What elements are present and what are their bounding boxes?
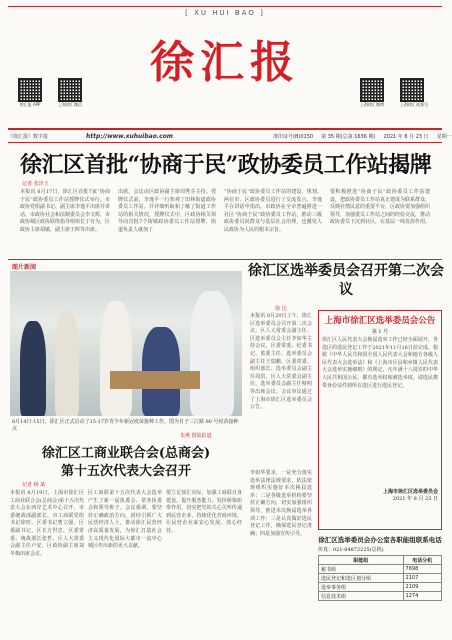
qr-code-icon[interactable] — [400, 78, 424, 102]
lead-headline: 徐汇区首批“协商于民”政协委员工作站揭牌 — [20, 152, 432, 178]
issue-number: 第 35 期(总第 1636 期) — [321, 133, 376, 140]
issue-weekday: 星期一 — [436, 133, 452, 140]
federation-column-2: 区工商联第十五次代表大会选举产生了新一届执委会、常务执委会和领导班子。会议强调，要坚持正确政治方向，团结引领广大民营经济人士，推动徐汇民营经济高质量发展，为徐汇打造社会主义现代化国际大都市一流中心城区作出新的更大贡献。 — [88, 490, 162, 550]
table-row — [319, 583, 442, 592]
qr-code-icon[interactable] — [360, 78, 384, 102]
qr-code-icon[interactable] — [18, 78, 42, 102]
notice-date: 2021 年 8 月 23 日 — [392, 496, 438, 502]
qr-block-left — [18, 78, 82, 108]
table-cell: 信息技术组 — [319, 592, 404, 601]
election-column-2: 李如华要求，一是充分落实选举法律法规要求，依法依规组织实施好本次换届选举；二是各级选举机构要坚持正确方向，切实加强组织领导，推进本次换届选举各项工作；三是认真做好选民登记工作，确保选民登记准确；四是加强宣传引导。 — [250, 470, 312, 537]
contact-fax: 传真：021-64872225(总机) — [318, 547, 384, 553]
qr-label: 上海徐汇视频号 — [400, 102, 428, 107]
news-photo[interactable] — [10, 271, 242, 416]
contact-title: 徐汇区选举委员会办公室各职能组联系电话 — [318, 536, 442, 544]
table-cell: 选民登记和选区划分组 — [319, 574, 404, 583]
table-row — [319, 574, 442, 583]
photo-person — [55, 311, 79, 416]
digital-edition-label: 《徐汇报》数字报 — [8, 133, 49, 140]
notice-signature: 上海市徐汇区选举委员会 — [382, 489, 438, 495]
table-cell: 选举事务组 — [319, 583, 404, 592]
table-row — [319, 565, 442, 574]
table-cell: 秘书组 — [319, 565, 404, 574]
lead-column-3: “协商于民”政协委员工作站的建设、规划、两位市、区政协委员进行了交流发言。李逸平在讲话中指出，市政协在全市普遍推进一社区“协商于民”政协委员工作站，推动三级政协委员同群众与基层社会治理，也激发人民政协为人民的根本宗旨。 — [224, 189, 322, 233]
lead-column-1: 本报讯 8月17日，徐汇区首批7家“协商于民”政协委员工作站授牌仪式举行。市政协党组副书记、副主席李逸平出席并讲话。市政协社会和法制委员会李文辉，市政协城区政协联络指导组组长于有为，区政协主席胡敏，副主席王晖等出席。 — [20, 189, 111, 233]
table-header: 电话分机 — [403, 556, 441, 565]
qr-block-right — [360, 78, 428, 108]
federation-column-1: 本报讯 8月19日，上海市徐汇区工商业联合会(总商会)第十五次代表大会在西岸艺术中心召开。市委统战部副部长、市工商联党组书记徐形，区委书记曹立强，区委副书记、区长方世忠，区委常委、统战部长张哲，区人大常委会副主任卢安，区政协副主席刘冬梅出席会议。 — [10, 490, 84, 557]
federation-byline: 记者 杨 斌 — [22, 482, 46, 488]
table-header-row — [319, 556, 442, 565]
photo-caption: 8月14日-15日，徐汇区正式启动了15-17岁青少年新冠疫苗接种工作。图为日子三江路 80 号疫苗接种点 — [12, 419, 239, 432]
top-rule — [8, 6, 442, 7]
table-row — [319, 592, 442, 601]
contact-table — [318, 555, 442, 601]
issue-permit: 准印证号(B)0150 — [273, 133, 314, 140]
qr-label: 上海徐汇微信 — [58, 102, 82, 107]
table-cell: 2109 — [403, 583, 441, 592]
table-header: 职能组 — [319, 556, 404, 565]
section-divider — [8, 259, 442, 260]
notice-title: 上海市徐汇区选举委员会公告 — [324, 316, 436, 326]
website-link[interactable]: http://www.xuhuibao.com — [86, 132, 174, 140]
lead-byline: 记者 张泽玉 — [22, 181, 49, 187]
masthead-pinyin: [ XU HUI BAO ] — [185, 9, 265, 17]
federation-column-3: 要立足徐汇实际，加强工商联自身建设，提升服务能力。发挥桥梁纽带作用，切实把党的关心关怀传递到民营企业，持续优化营商环境，让民营企业家安心发展、放心经营。 — [166, 490, 242, 534]
qr-label: 徐汇报 APP — [19, 102, 41, 107]
issue-date: 2021 年 8 月 23 日 — [383, 133, 429, 140]
notice-number: 第 1 号 — [371, 329, 389, 335]
qr-label: 上海徐汇微博 — [360, 102, 384, 107]
lead-column-4: 要积极推进“协商于民”政协委员工作站建设，把政协委员工作站真正建成为联系群众、反映社情民意的重要平台，区政协要加强组织领导，加强委员工作站之间的经验交流，推动政协委员下沉到社区，在基层一线发挥作用。 — [330, 189, 431, 226]
qr-code-icon[interactable] — [58, 78, 82, 102]
photo-desk — [110, 371, 200, 389]
photo-credit: 朱燕 摄影报道 — [180, 433, 212, 439]
table-cell: 7698 — [403, 565, 441, 574]
table-cell: 1274 — [403, 592, 441, 601]
photo-person — [190, 291, 234, 416]
election-notice — [318, 310, 442, 530]
election-byline: 徐 达 — [275, 306, 287, 312]
masthead-logo: 徐汇报 — [150, 37, 300, 88]
federation-headline-2: 第十五次代表大会召开 — [60, 464, 191, 479]
election-column-1: 本报讯 8月20日上午，徐汇区选举委员会召开第二次会议。区人大常委会副主任、区选举委员会主任李如华主持会议。区委常委、纪委书记、监委主任、选举委员会副主任王瑞鹏，区委常委、组织部长、选举委员会副主任周洪，区人大常委会副主任、选举委员会副主任蔡明等出席会议。会议审议通过了上海市徐汇区选举委员会公告。 — [250, 313, 312, 411]
photo-news-label: 图片新闻 — [12, 264, 37, 271]
contact-box — [318, 536, 442, 601]
election-headline: 徐汇区选举委员会召开第二次会议 — [248, 263, 444, 298]
masthead-info-bar — [8, 128, 452, 143]
photo-person — [100, 301, 132, 416]
federation-headline-1: 徐汇区工商业联合会(总商会) — [41, 446, 211, 461]
photo-person — [20, 321, 46, 416]
table-cell: 2107 — [403, 574, 441, 583]
notice-body: 徐汇区人民代表大会换届选举工作已经全面展开。各选区的选民登记工作于2021年11月16日前完成。根据《中华人民共和国全国人民代表大会和地方各级人民代表大会选举法》和《上海市区县和乡镇人民代表大会选举实施细则》的规定，凡年满十八周岁的中华人民共和国公民，都有选举权和被选举权。请选民携带身份证件到所在选区进行选民登记。 — [322, 337, 438, 389]
lead-column-2: 出席。会议由区政协副主席周秀芬主持。授牌仪式前，李逸平一行参观了田林街道政协委员工作站。并详细听取和了解了街道工作站的相关情况，授牌仪式中，区政协相关领导向首批7个街镇政协委员工作站授牌，街道负责人就加了 — [118, 189, 216, 233]
